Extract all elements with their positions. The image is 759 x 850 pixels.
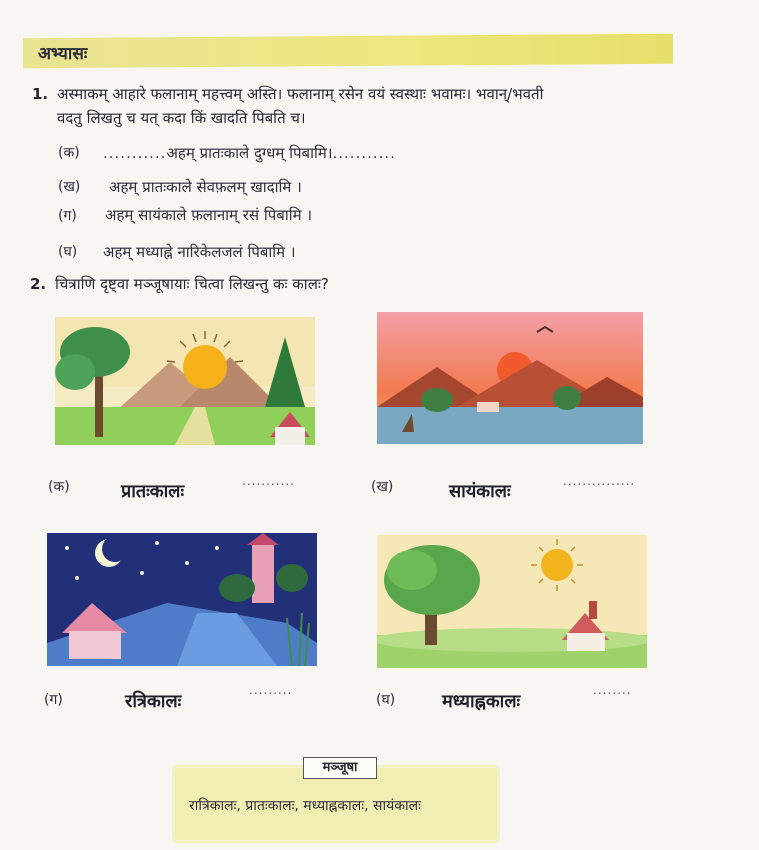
question-2-number: 2. bbox=[30, 275, 47, 293]
answer-label-ka: (क) bbox=[48, 479, 70, 495]
option-text-ka-value: अहम् प्रातःकाले दुग्धम् पिबामि। bbox=[166, 144, 333, 162]
answer-text-kha: सायंकालः bbox=[449, 481, 511, 502]
answer-text-gha: मध्याह्नकालः bbox=[442, 691, 521, 712]
option-text-gha: अहम् मध्याह्ने नारिकेलजलं पिबामि । bbox=[103, 243, 296, 261]
option-label-gha: (घ) bbox=[58, 244, 78, 260]
answer-label-ga: (ग) bbox=[44, 692, 63, 708]
answer-text-ga: रत्रिकालः bbox=[125, 691, 182, 712]
answer-dots-ga: ......... bbox=[249, 683, 293, 697]
answer-label-gha: (घ) bbox=[376, 692, 396, 708]
word-box-words: रात्रिकालः, प्रातःकालः, मध्याह्नकालः, सायंकालः bbox=[189, 798, 421, 814]
section-highlight-bar bbox=[23, 34, 673, 69]
picture-evening bbox=[377, 312, 643, 444]
answer-dots-ka: ........... bbox=[242, 474, 295, 488]
answer-dots-kha: ............... bbox=[563, 474, 636, 488]
picture-noon bbox=[377, 535, 647, 668]
section-title: अभ्यासः bbox=[38, 44, 88, 64]
answer-dots-gha: ........ bbox=[593, 683, 632, 697]
picture-night bbox=[47, 533, 317, 666]
answer-label-kha: (ख) bbox=[371, 479, 394, 495]
option-label-ga: (ग) bbox=[58, 208, 77, 224]
option-label-ka: (क) bbox=[58, 145, 80, 161]
word-box-title: मञ्जूषा bbox=[303, 757, 377, 779]
option-label-kha: (ख) bbox=[58, 179, 81, 195]
answer-text-ka: प्रातःकालः bbox=[121, 481, 185, 502]
option-text-kha: अहम् प्रातःकाले सेवफ़लम् खादामि । bbox=[109, 178, 302, 196]
question-1-line-2: वदतु लिखतु च यत् कदा किं खादति पिबति च। bbox=[57, 109, 306, 127]
question-1-number: 1. bbox=[32, 85, 49, 103]
fill-blank-dots-end: ........... bbox=[332, 144, 396, 162]
picture-morning bbox=[55, 317, 315, 445]
question-2-text: चित्राणि दृष्ट्वा मञ्जूषायाः चित्वा लिखन्तु कः कालः? bbox=[55, 275, 329, 293]
fill-blank-dots: ........... bbox=[103, 144, 167, 162]
question-1-line-1: अस्माकम् आहारे फलानाम् महत्त्वम् अस्ति। फलानाम् रसेन वयं स्वस्थाः भवामः। भवान्/भवती bbox=[57, 85, 544, 103]
option-text-ga: अहम् सायंकाले फ़लानाम् रसं पिबामि । bbox=[105, 206, 313, 224]
option-text-ka bbox=[103, 143, 396, 163]
